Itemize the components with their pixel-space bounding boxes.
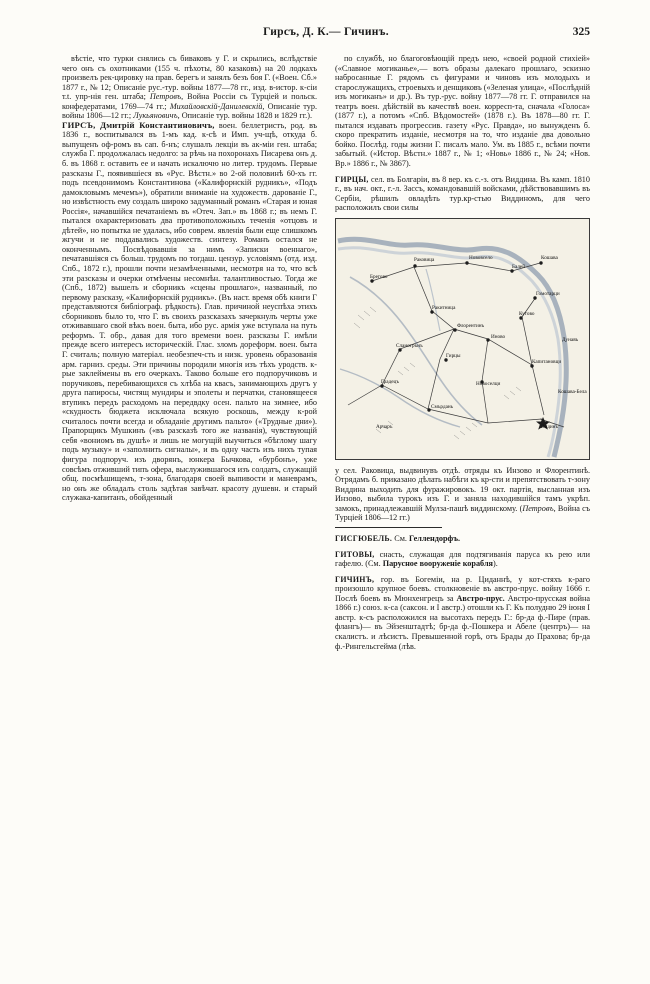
entry-body: воен. беллетристъ, род. въ 1836 г., воспитывался въ 1-мъ кад. к-сѣ и Имп. уч-щѣ, откуда б. выпущенъ оф-ромъ въ сап. б-нъ; слушалъ лекціи въ ак-міи ген. штаба; служба Г. продолжалась недолго: за рѣчь на похоронахъ Писарева онъ д. б. въ 1868 г. оставить ее и начать искалючю но литер. трудомъ. Первые разсказы Г., появившіеся въ «Рус. Вѣстн.» во 2-ой половинѣ 60-хъ гг. подъ псевдонимомъ Константинова («Калифорнскій рудникъ», «Подъ дамокловымъ мечемъ»), обратили вниманіе на художеств. дарованіе Г., но извѣстность ему создалъ широко задуманный романъ «Старая и юная Россія», начавшійся печатаніемъ въ «Отеч. Зап.» въ 1868 г.; въ немъ Г. пытался охарактеризовать два противоположныхъ теченія «отцовъ и дѣтей», но попытка не удалась, ибо соврем. явленія были еще слишкомъ жгучи и не поддавались художеств. синтезу. Романъ остался не оконченнымъ. Посвѣдовавшія за нимъ «Записки военнаго», печатавшіяся съ больш. трудомъ по тогдаш. цензур. условіямъ (отд. изд. Спб., 1872 г.), прошли почти незамѣченными, несмотря на то, что всѣ эти разсказы и очерки отмѣчены несомнѣн. талантливостью. Тогда же (Спб., 1872) вышелъ и сборникъ «сцены прошлаго», названный, по первому разсказу, «Калифорнскій рудникъ». (Въ наст. время обѣ книги Г представляются библіограф. рѣдкость). Глав. причиной неуспѣха этихъ сборниковъ было то, что Г. въ своихъ разсказахъ зачеркнулъ черты уже отживавшаго свой вѣкъ воен. быта, ибо рус. армія уже вступала на путь реформъ. Т. обр., давая для того времени воен. разсказы Г. имѣли прежде всего интересъ историческій. Глас. зломъ дореформ. воен. быта Г. считаль; полную матеріал. необезпеч-сть и низк. уровень образованія арм. гарниз. среды. Эти причины породили многія изъ тѣхъ уродств. к-рые заклеймены въ его очеркахъ. Таково больше его подпоручиковъ и поручиковъ, перебивающихся съ хлѣба на квасъ, занимающихъ другъ у друга папиросы, чистящ мундиры и эполеты и перчатки, становящееся втупикъ передъ расходомъ на передвдку осен. пальто на зимнее, ибо «скудность бюджета исключала всякую роскошь, между к-рой считалось почти всегда и обладаніе другимъ пальто» («Трудные дни»). Прапорщикъ Мушкинъ («въ разсказѣ того же названія), чувствующій себя «вониомъ въ душѣ» и лишь не могущій выучиться «бѣглому шагу подъ музыку» и «заполнить сигналы», и въ одну часть изъ нихъ тупая фигура подпоруч. изъ дворянъ, юнкера Бычкова, «бурбонъ», уже совсѣмъ отживший типъ офера, выслужившагося изъ солдатъ, служащій общ. посмѣшищемъ, т-зона, благодаря своей выпивости и маневрамъ, но онъ же обладалъ столь задѣтая завѣчат. красоту душевн. и старый служака-капитанъ, обойденный [62, 120, 317, 503]
map-label: Кошава-Бела [558, 388, 587, 395]
entry-headword: ГИТОВЫ, [335, 549, 375, 559]
figure-map [335, 218, 590, 460]
entry-girs-dmitry [62, 121, 317, 503]
map-label: Кошава [541, 254, 558, 261]
right-column [335, 54, 590, 651]
entry-girtsy-cont [335, 466, 590, 523]
map-label: Балей [512, 263, 525, 270]
map-label: Кутово [519, 310, 535, 317]
entry-girtsy [335, 175, 590, 213]
entry-body: у сел. Раковица, выдвинувъ отдѣ. отряды къ Инзово и Флорентинѣ. Отрядамъ б. приказано дѣлать набѣги къ кр-сти и препятствовать т-зону Виддина выходить для фуражировокъ. 19 окт. партія, высланная изъ Инзово, выбила турокъ изъ Г. и заняла находившійся тамъ укрѣп. замокъ, принадлежавшій Мулза-пашѣ виддинскому. (Петровъ, Война съ Турціей 1806—12 гг.) [335, 465, 590, 523]
map-label: Капитановци [532, 358, 562, 365]
running-head: Гирсъ, Д. К.— Гичинъ. [263, 26, 389, 38]
map-label: Ракитница [432, 304, 456, 311]
page-header [62, 26, 590, 44]
right-continuation-paragraph: по службѣ, но благоговѣющій предъ нею, «своей родной стихіей» («Славное могиканье»,— вотъ образы далекаго прошлаго, эскизно набросанные Г. рядомъ съ фигурами и чиновъ изъ молодыхъ и старослужащихъ, строевыхъ и денщиковъ («Зеленая улица», «Послѣдній изъ могиканъ» и др.). Въ тур.-рус. войну 1877—78 гг. Г. отправился на театръ воен. дѣйствій въ качествѣ воен. корресп-та, сначала «Голоса» (1877 г.), а потомъ «Спб. Вѣдомостей» (1878 г.). Въ 1878—80 гг. Г. пытался издавать прогрессив. газету «Рус. Правда», но вынужденъ б. скоро прекратить изданіе, несмотря на то, что изданіе два довольно бойко. Послѣд. годы жизни Г. писалъ мало. Ум. въ 1885 г., всѣми почти забытый. («Истор. Вѣстн.» 1887 г., № 1; «Новь» 1886 г., № 24; «Нов. Вр.» 1886 г., № 3867). [335, 54, 590, 169]
entry-body: См. Геллендорфъ. [392, 534, 461, 544]
map-label: Брегово [370, 273, 388, 280]
entry-gitovy [335, 550, 590, 569]
left-continuation-paragraph: вѣстіе, что турки снялись съ биваковъ у Г. и скрылись, вслѣдствіе чего онъ съ охотниками (155 ч. пѣхоты, 80 казаковъ) на 20 лодкахъ произвелъ рек-цировку на прав. берегъ и занялъ безъ боя Г. («Воен. Сб.» 1877 г., № 12; Описаніе рус.-тур. войны 1877—78 гг., изд. в-истор. к-сіи т.t. упр-нія ген. штаба; Петровъ, Война Россіи съ Турціей и польск. конфедератами, 1769—74 гг.; Михайловскій-Данилевскій, Описаніе тур. войны 1806—12 гг.; Лукьяновичъ, Описаніе тур. войны 1828 и 1829 гг.). [62, 54, 318, 121]
two-column-body [62, 54, 590, 651]
entry-headword: ГИЧИНЪ, [335, 574, 375, 584]
left-column [62, 54, 317, 503]
entry-divider [335, 527, 442, 528]
map-label: Сланотрънъ [396, 342, 423, 349]
map-label: Нововсело [469, 254, 493, 261]
map-label: Арчаръ [376, 423, 393, 430]
map-label: Дунавъ [562, 336, 579, 343]
map-label: Смърдань [431, 403, 454, 410]
map-label: Гирцы [446, 352, 461, 359]
map-label: Иново [491, 333, 506, 340]
page-content [62, 26, 590, 936]
entry-headword: ГИСГЮБЕЛЬ. [335, 534, 393, 544]
map-label: Флорентинъ [457, 322, 485, 329]
page-number: 325 [572, 26, 590, 38]
entry-body: сел. въ Болгаріи, въ 8 вер. къ с.-з. отъ Виддина. Въ камп. 1810 г., въ нач. окт., г.-л. Зассъ, командовавшій войсками, дѣйствовавшимъ въ Сербіи, рѣшилъ овладѣть тур.кр-стью Виддиномъ, для чего расположилъ свои силы [335, 174, 590, 213]
entry-headword: ГИРЦЫ, [335, 174, 369, 184]
map-label: Градецъ [381, 378, 399, 385]
map-label: Новоселци [476, 380, 501, 387]
entry-body: снасть, служащая для подтягиванія паруса къ рею или гафелю. (См. Парусное вооруженіе корабля). [335, 549, 590, 569]
map-label: Раковица [414, 256, 435, 263]
map-label: Гомотарци [536, 290, 560, 297]
map-frame [335, 218, 590, 460]
entry-headword: ГИРСЪ, Дмитрій Константиновичъ, [62, 119, 215, 130]
entry-gisgubel [335, 534, 590, 544]
entry-body: гор. въ Богеміи, на р. Циданнѣ, у кот-стяхъ к-раго произошло крупное боевъ. столкновеніе въ австро-прус. войну 1666 г. Послѣ боевъ въ Мюнхенгрецъ за Австро-прус. Австро-прусская война 1866 г.) союз. к-са (саксон. и I австр.) отошли къ Г. Къ полудню 29 іюня I австр. к-съ расположился на высотахъ передъ Г.: бр-да ф.-Пире (прав. флангъ)— въ Эйзенштадтѣ; бр-да ф.-Пошкера и Абеле (центръ)— на скалистъ. и лѣсистъ. Превышенной горѣ, отъ Брады до Прахова; бр-да ф.-Рингельсгейма (лѣв. [335, 574, 590, 651]
map-label: Видинъ [541, 423, 559, 430]
entry-gichin [335, 575, 590, 651]
